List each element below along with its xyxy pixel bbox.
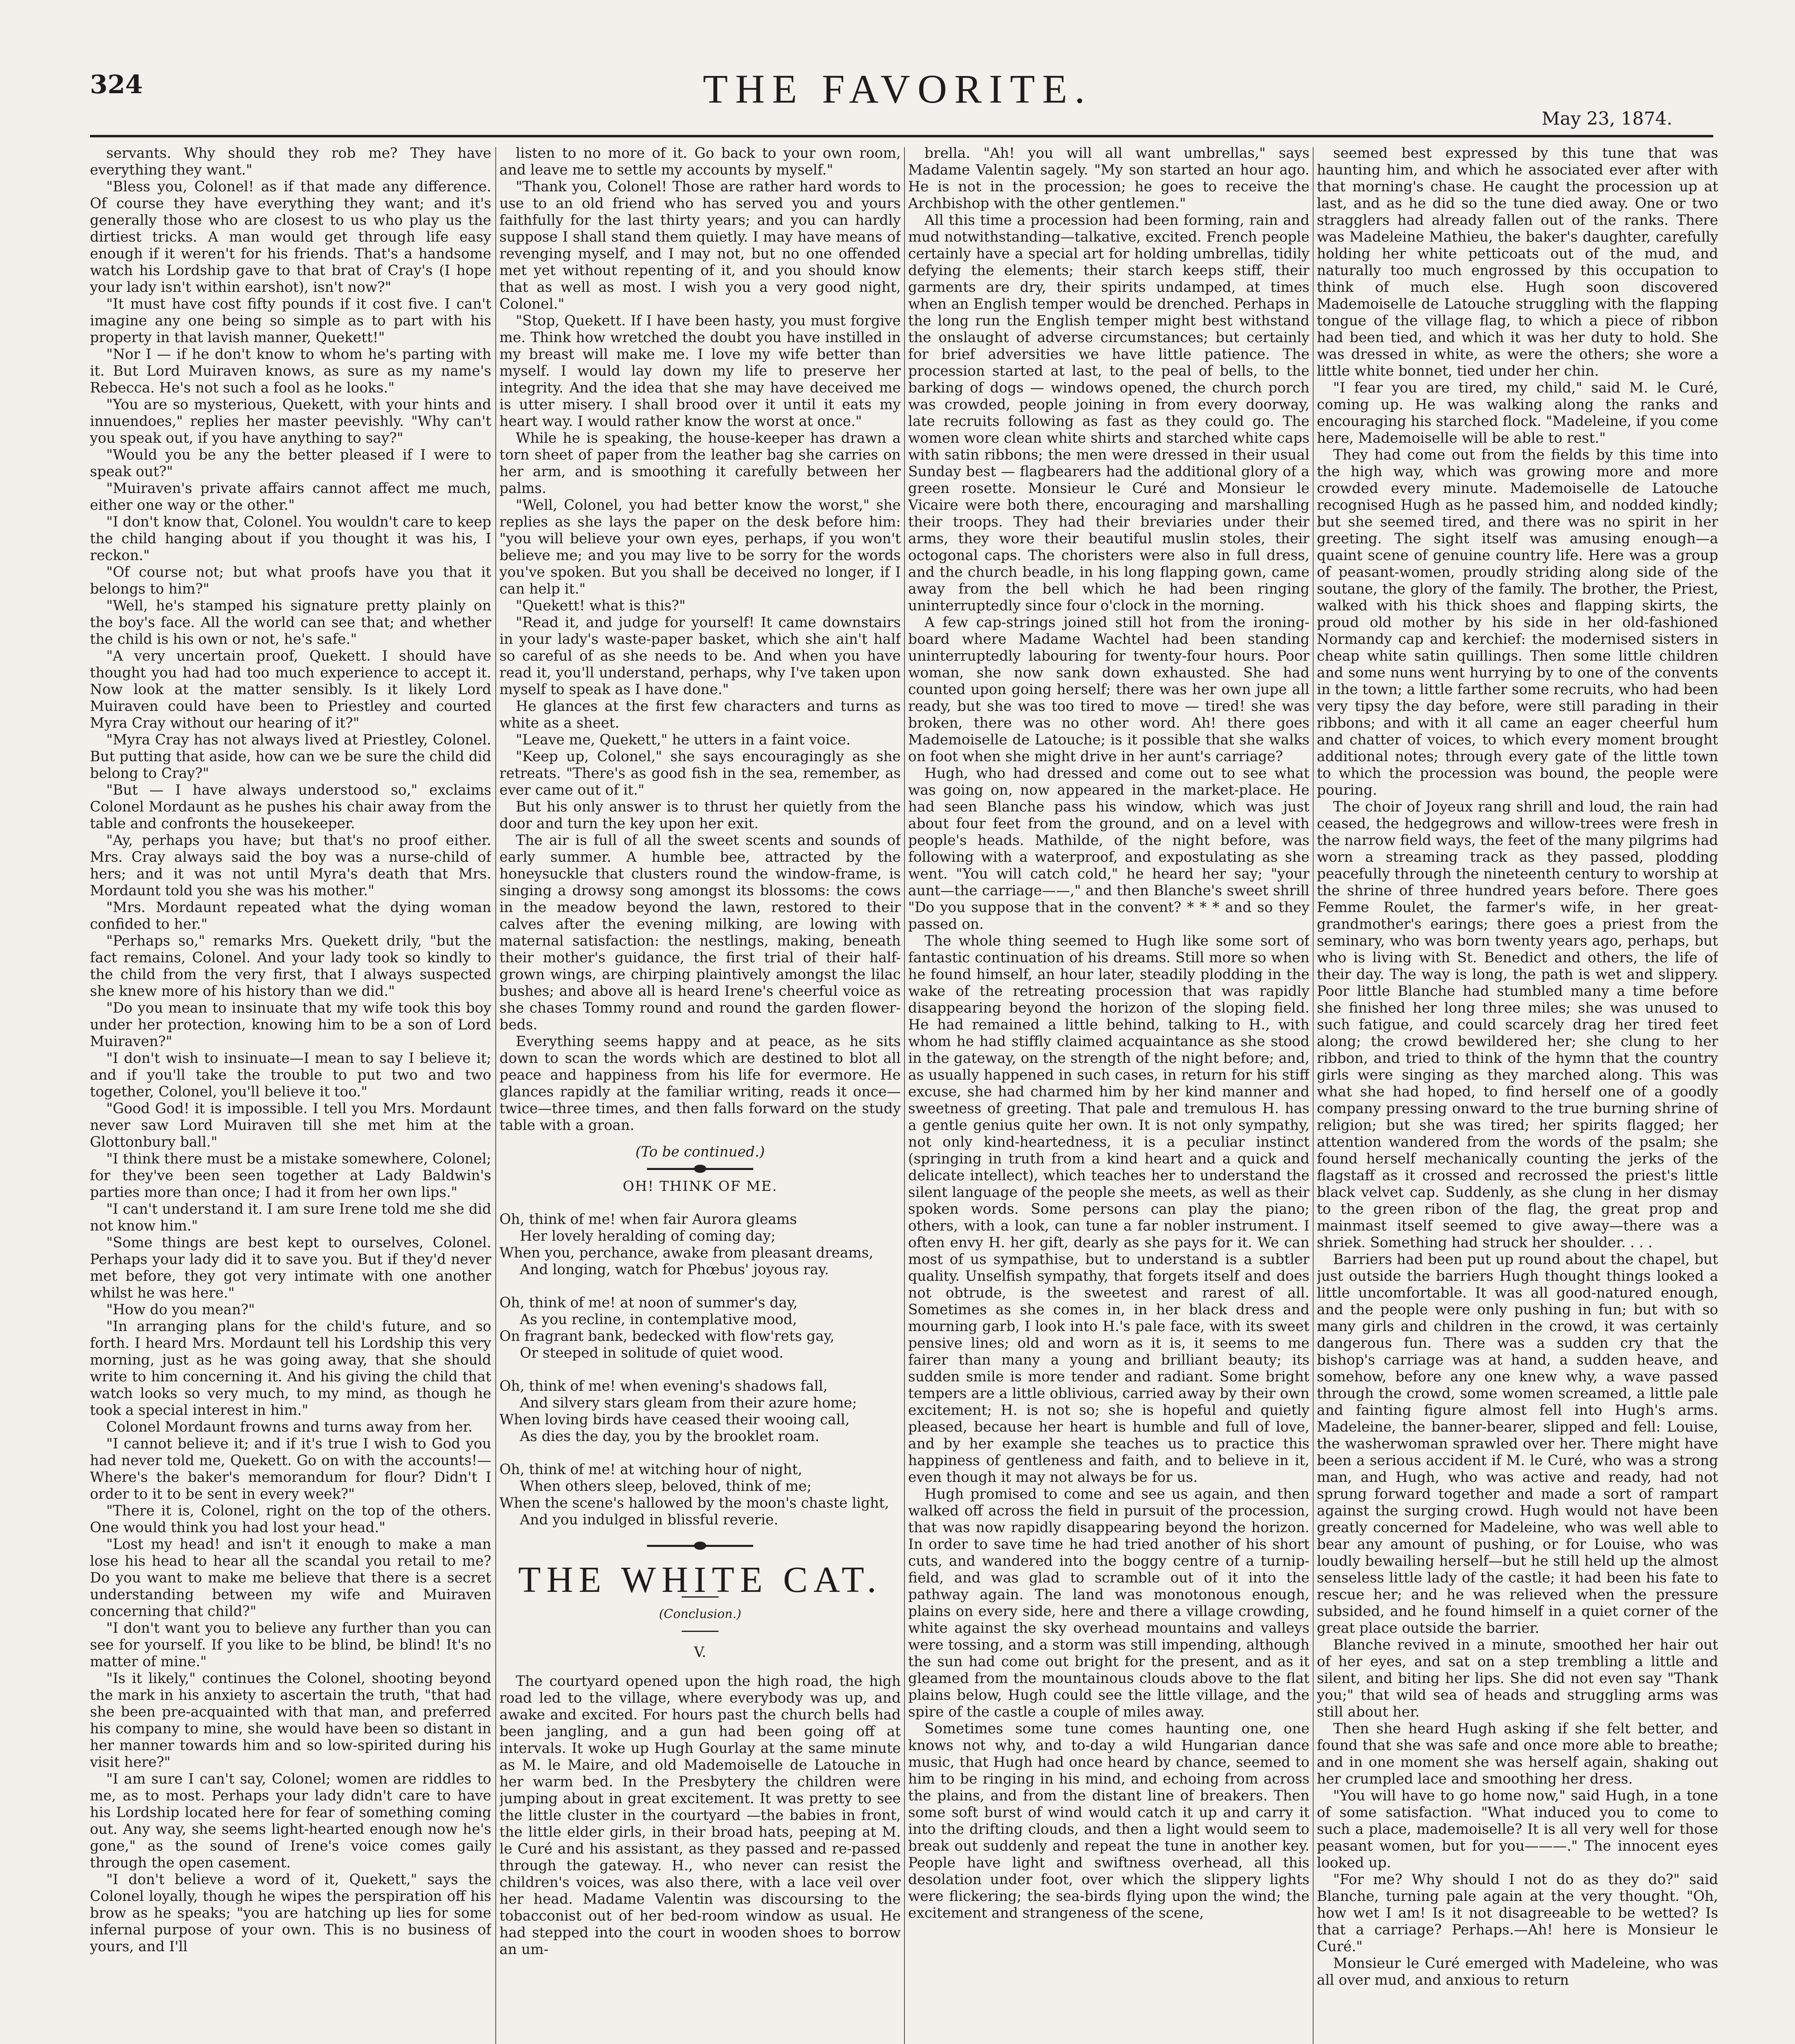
poem-line: Oh, think of me! when evening's shadows fall,: [499, 1378, 828, 1394]
chapter-number: V.: [694, 1644, 706, 1661]
paragraph: "Good God! it is impossible. I tell you Mrs. Mordaunt never saw Lord Muiraven till she met him at the Glottonbury ball.": [90, 1100, 491, 1150]
paragraph: He glances at the first few characters and turns as white as a sheet.: [499, 698, 901, 731]
poem-line: Oh, think of me! when fair Aurora gleams: [499, 1211, 797, 1228]
paragraph: "I can't understand it. I am sure Irene told me she did not know him.": [90, 1201, 491, 1234]
paragraph: "I am sure I can't say, Colonel; women are riddles to me, as to most. Perhaps your lady didn't care to have his Lordship located here for fear of something coming out. Any way, she seems light-hearted enough now he's gone," as the sound of Irene's voice comes gaily through the open casement.: [90, 1771, 491, 1871]
paragraph: "Thank you, Colonel! Those are rather hard words to use to an old friend who has served you and yours faithfully for the last thirty years; and you can hardly suppose I shall stand them quietly. I may have means of revenging myself, and I may not, but no one offended met yet without repenting of it, and you should know that as well as most. I wish you a very good night, Colonel.": [499, 179, 901, 312]
paragraph: "I don't believe a word of it, Quekett," says the Colonel loyally, though he wipes the perspiration off his brow as he speaks; "you are hatching up lies for some infernal purpose of your own. This is no business of yours, and I'll: [90, 1871, 491, 1955]
paragraph: "For me? Why should I not do as they do?" said Blanche, turning pale again at the very thought. "Oh, how wet I am! Is it not disagreeable to be wetted? Is that a carriage? Perhaps.—Ah! here is Monsieur le Curé.": [1317, 1871, 1718, 1955]
paragraph: Blanche revived in a minute, smoothed her hair out of her eyes, and sat on a step trembling a little and silent, and biting her lips. She did not even say "Thank you;" that wild sea of heads and struggling arms was still about her.: [1317, 1637, 1718, 1720]
paragraph: Everything seems happy and at peace, as he sits down to scan the words which are destined to blot all peace and happiness from his life for evermore. He glances rapidly at the familiar writing, reads it once—twice—three times, and then falls forward on the study table with a groan.: [499, 1033, 901, 1134]
story-subtitle: (Conclusion.): [659, 1607, 741, 1621]
page-number: 324: [90, 69, 143, 99]
paragraph: "Of course not; but what proofs have you that it belongs to him?": [90, 564, 491, 597]
paragraph: brella. "Ah! you will all want umbrellas," says Madame Valentin sagely. "My son started an hour ago. He is not in the procession; he goes to receive the Archbishop with the other gentlemen.": [908, 145, 1309, 212]
column-divider: [904, 147, 905, 2044]
paragraph: "Perhaps so," remarks Mrs. Quekett drily, "but the fact remains, Colonel. And your lady took so kindly to the child from the very first, that I always suspected she knew more of his history than we did.": [90, 933, 491, 1000]
paragraph: "Mrs. Mordaunt repeated what the dying woman confided to her.": [90, 899, 491, 932]
paragraph: "Leave me, Quekett," he utters in a faint voice.: [516, 732, 851, 748]
paragraph: Then she heard Hugh asking if she felt better, and found that she was safe and once more able to breathe; and in one moment she was herself again, shaking out her crumpled lace and smoothing her dress.: [1317, 1721, 1718, 1787]
paragraph: "I think there must be a mistake somewhere, Colonel; for they've been seen together at Lady Baldwin's parties more than once; I had it from her own lips.": [90, 1151, 491, 1201]
poem-stanza: [499, 1378, 901, 1445]
poem-line: As dies the day, you by the brooklet roam.: [520, 1428, 819, 1445]
paragraph: "You will have to go home now," said Hugh, in a tone of some satisfaction. "What induced you to come to such a place, mademoiselle? It is all very well for those peasant women, but for you———." The innocent eyes looked up.: [1317, 1788, 1718, 1871]
paragraph: "But — I have always understood so," exclaims Colonel Mordaunt as he pushes his chair away from the table and confronts the housekeeper.: [90, 782, 491, 832]
paragraph: "Lost my head! and isn't it enough to make a man lose his head to hear all the scandal you retail to me? Do you want to make me believe that there is a secret understanding between my wife and Muiraven concerning that child?": [90, 1536, 491, 1620]
column-divider: [1313, 147, 1314, 2044]
paragraph: "Myra Cray has not always lived at Priestley, Colonel. But putting that aside, how can we be sure the child did belong to Cray?": [90, 732, 491, 782]
paragraph: Hugh promised to come and see us again, and then walked off across the field in pursuit of the procession, that was now rapidly disappearing beyond the horizon. In order to save time he had tried another of his short cuts, and wandered into the boggy centre of a turnip-field, and was glad to scramble out of it into the pathway again. The land was monotonous enough, plains on every side, here and there a village crowding, white against the sky overhead mountains and valleys were tossing, and a storm was still impending, although the sun had come out bright for the present, and as it gleamed from the mountainous clouds above to the flat plains below, Hugh could see the little village, and the spire of the castle a couple of miles away.: [908, 1486, 1309, 1720]
paragraph: "Nor I — if he don't know to whom he's parting with it. But Lord Muiraven knows, as sure as my name's Rebecca. He's not such a fool as he looks.": [90, 346, 491, 396]
poem-line: And you indulged in blissful reverie.: [520, 1512, 779, 1528]
poem-line: When you, perchance, awake from pleasant dreams,: [499, 1245, 873, 1261]
paragraph: They had come out from the fields by this time into the high way, which was growing more and more crowded every minute. Mademoiselle de Latouche recognised Hugh as he passed him, and nodded kindly; but she seemed tired, and there was no spirit in her greeting. The sight itself was amusing enough—a quaint scene of genuine country life. Here was a group of peasant-women, proudly striding along side of the soutane, the glory of the family. The brother, the Priest, walked with his thick shoes and flapping skirts, the proud old mother by his side in her old-fashioned Normandy cap and kerchief: the modernised sisters in cheap white satin quillings. Then some little children and some nuns went hurrying by to one of the convents in the town; a little farther some recruits, who had been very tipsy the day before, were still parading in their ribbons; and with it all came an eager cheerful hum and chatter of voices, to which every moment brought additional notes; through every gate of the little town to which the procession was bound, the people were pouring.: [1317, 447, 1718, 798]
paragraph: "Read it, and judge for yourself! It came downstairs in your lady's waste-paper basket, which she ain't half so careful of as she needs to be. And when you have read it, you'll understand, perhaps, why I've taken upon myself to speak as I have done.": [499, 614, 901, 698]
poem-line: Oh, think of me! at noon of summer's day,: [499, 1295, 798, 1311]
paragraph: The air is full of all the sweet scents and sounds of early summer. A humble bee, attracted by the honeysuckle that clusters round the window-frame, is singing a drowsy song amongst its blossoms: the cows in the meadow beyond the lawn, restored to their calves after the evening milking, are lowing with maternal satisfaction: the nestlings, making, beneath their mother's guidance, the first trial of their half-grown wings, are chirping plaintively amongst the lilac bushes; and above all is heard Irene's cheerful voice as she chases Tommy round and round the garden flower-beds.: [499, 832, 901, 1033]
paragraph: "Would you be any the better pleased if I were to speak out?": [90, 447, 491, 480]
issue-date: May 23, 1874.: [1541, 108, 1672, 129]
masthead: THE FAVORITE.: [703, 66, 1092, 112]
poem-line: On fragrant bank, bedecked with flow'rets gay,: [499, 1328, 835, 1345]
paragraph: The courtyard opened upon the high road, the high road led to the village, where everybody was up, and awake and excited. For hours past the church bells had been jangling, and a gun had been going off at intervals. It woke up Hugh Gourlay at the same minute as M. le Maire, and old Mademoiselle de Latouche in her warm bed. In the Presbytery the children were jumping about in great excitement. It was pretty to see the little cluster in the courtyard —the babies in front, the little elder girls, in their broad hats, peeping at M. le Curé and his assistant, as they passed and re-passed through the gateway. H., who never can resist the children's voices, was also there, with a lace veil over her head. Madame Valentin was discoursing to the tobacconist out of her bed-room window as usual. He had stepped into the court in wooden shoes to borrow an um-: [499, 1673, 901, 1958]
paragraph: "How do you mean?": [106, 1302, 255, 1318]
paragraph: All this time a procession had been forming, rain and mud notwithstanding—talkative, excited. French people certainly have a special art for holding umbrellas, tidily defying the elements; their starch keeps stiff, their garments are dry, their spirits undamped, at times when an English temper would be drenched. Perhaps in the long run the English temper might best withstand the onslaught of adverse circumstances; but certainly for brief adversities we have little patience. The procession started at last, to the peal of bells, to the barking of dogs — windows opened, the church porch was crowded, people joining in from every doorway, late recruits following as fast as they could go. The women wore clean white shirts and starched white caps with satin ribbons; the men were dressed in their usual Sunday best — flagbearers had the additional glory of a green rosette. Monsieur le Curé and Monsieur le Vicaire were both there, encouraging and marshalling their troops. They had their breviaries under their arms, they wore their beautiful muslin stoles, their octogonal caps. The choristers were also in full dress, and the church beadle, in his long flapping gown, came away from the bell which he had been ringing uninterruptedly since four o'clock in the morning.: [908, 212, 1309, 614]
paragraph: A few cap-strings joined still hot from the ironing-board where Madame Wachtel had been standing uninterruptedly labouring for twenty-four hours. Poor woman, she now sank down exhausted. She had counted upon going herself; there was her own jupe all ready, but she was too tired to move — tired! she was broken, there was no other word. Ah! there goes Mademoiselle de Latouche; is it possible that she walks on foot when she might drive in her aunt's carriage?: [908, 614, 1309, 765]
paragraph: "I don't want you to believe any further than you can see for yourself. If you like to be blind, be blind! It's no matter of mine.": [90, 1620, 491, 1670]
paragraph: "Do you mean to insinuate that my wife took this boy under her protection, knowing him to be a son of Lord Muiraven?": [90, 1000, 491, 1050]
poem: [499, 1211, 901, 1529]
paragraph: "Is it likely," continues the Colonel, shooting beyond the mark in his anxiety to ascertain the truth, "that had she been pre-acquainted with that man, and preferred his company to mine, she would have been so distant in her manner towards him and so low-spirited during his visit here?": [90, 1670, 491, 1771]
column-1: [90, 145, 491, 2044]
paragraph: "You are so mysterious, Quekett, with your hints and innuendoes," replies her master peevishly. "Why can't you speak out, if you have anything to say?": [90, 397, 491, 446]
paragraph: The choir of Joyeux rang shrill and loud, the rain had ceased, the hedgegrows and willow-trees were fresh in the narrow field ways, the feet of the many pilgrims had worn a streaming track as they passed, plodding peacefully through the nineteenth century to worship at the shrine of three hundred years before. There goes Femme Roulet, the farmer's wife, in her great-grandmother's earings; there goes a priest from the seminary, who was born twenty years ago, perhaps, but who is living with St. Benedict and others, the life of their day. The way is long, the path is wet and slippery. Poor little Blanche had stumbled many a time before she finished her long three miles; she was unused to such fatigue, and could scarcely drag her tired feet along; the crowd bewildered her; she clung to her ribbon, and tried to think of the hymn that the country girls were singing as they marched along. This was what she had hoped, to find herself one of a goodly company pressing onward to the true burning shrine of religion; but she was tired; her spirits flagged; her attention wandered from the words of the psalm; she found herself mechanically counting the jerks of the flagstaff as it crossed and recrossed the priest's little black velvet cap. Suddenly, as she clung in her dismay to the green ribon of the flag, the great prop and mainmast itself seemed to give away—there was a shriek. Something had struck her shoulder. . . .: [1317, 799, 1718, 1251]
poem-line: Or steeped in solitude of quiet wood.: [520, 1345, 784, 1361]
poem-line: Her lovely heralding of coming day;: [520, 1228, 776, 1244]
paragraph: "In arranging plans for the child's future, and so forth. I heard Mrs. Mordaunt tell his Lordship this very morning, just as he was going away, that she should write to him concerning it. And his giving the child that watch looks so very much, to my mind, as though he took a special interest in him.": [90, 1318, 491, 1419]
white-cat-text: [499, 1673, 901, 1958]
poem-line: When the scene's hallowed by the moon's chaste light,: [499, 1495, 889, 1511]
header-rule: [90, 135, 1713, 137]
paragraph: "There it is, Colonel, right on the top of the others. One would think you had lost your head.": [90, 1503, 491, 1536]
to-be-continued: (To be continued.): [635, 1144, 765, 1160]
paragraph: Sometimes some tune comes haunting one, one knows not why, and to-day a wild Hungarian dance music, that Hugh had once heard by chance, seemed to him to be ringing in his mind, and echoing from across the plains, and from the distant line of breakers. Then some soft burst of wind would catch it up and carry it into the drifting clouds, and then a light would seem to break out suddenly and repeat the tune in another key. People have light and swiftness overhead, all this desolation under foot, over which the slippery lights were flickering; the sea-birds flying upon the wind; the excitement and strangeness of the scene,: [908, 1721, 1309, 1921]
poem-line: Oh, think of me! at witching hour of night,: [499, 1461, 802, 1478]
paragraph: listen to no more of it. Go back to your own room, and leave me to settle my accounts by myself.": [499, 145, 901, 178]
paragraph: "Well, he's stamped his signature pretty plainly on the boy's face. All the world can see that; and whether the child is his own or not, he's safe.": [90, 598, 491, 648]
paragraph: "Quekett! what is this?": [516, 598, 686, 614]
poem-stanza: [499, 1461, 901, 1529]
paragraph: "Ay, perhaps you have; but that's no proof either. Mrs. Cray always said the boy was a nurse-child of hers; and it was not until Myra's death that Mrs. Mordaunt told you she was his mother.": [90, 832, 491, 899]
paragraph: "It must have cost fifty pounds if it cost five. I can't imagine any one being so simple as to part with his property in that lavish manner, Quekett!": [90, 296, 491, 346]
poem-line: And silvery stars gleam from their azure home;: [520, 1395, 857, 1411]
paragraph: Barriers had been put up round about the chapel, but just outside the barriers Hugh thought things looked a little uncomfortable. It was all good-natured enough, and the people were only pushing in fun; but with so many girls and children in the crowd, it was certainly dangerous fun. There was a sudden cry that the bishop's carriage was at hand, a sudden heave, and somehow, before any one knew why, a wave passed through the crowd, some women screamed, a little pale and fainting figure almost fell into Hugh's arms. Madeleine, the banner-bearer, slipped and fell: Louise, the washerwoman sprawled over her. There might have been a serious accident if M. le Curé, who was a strong man, and Hugh, who was active and ready, had not sprung forward together and made a sort of rampart against the surging crowd. Hugh would not have been greatly concerned for Madeleine, who was well able to bear any amount of pushing, or for Louise, who was loudly bewailing herself—but he still held up the almost senseless little lady of the castle; it had been his fate to rescue her; and he was relieved when the pressure subsided, and he found himself in a quiet corner of the great place outside the barrier.: [1317, 1251, 1718, 1636]
poem-stanza: [499, 1211, 901, 1278]
paragraph: "I fear you are tired, my child," said M. le Curé, coming up. He was walking along the ranks and encouraging his starched flock. "Madeleine, if you come here, Mademoiselle will be able to rest.": [1317, 380, 1718, 446]
column-2: [499, 145, 901, 2044]
paragraph: "Well, Colonel, you had better know the worst," she replies as she lays the paper on the desk before him: "you will believe your own eyes, perhaps, if you won't believe me; and you may live to be sorry for the words you've spoken. But you shall be deceived no longer, if I can help it.": [499, 497, 901, 597]
paragraph: "I don't wish to insinuate—I mean to say I believe it; and if you'll take the trouble to put two and two together, Colonel, you'll believe it too.": [90, 1050, 491, 1100]
title-rule: [682, 1631, 718, 1632]
paragraph: "I don't know that, Colonel. You wouldn't care to keep the child hanging about if you thought it was his, I reckon.": [90, 514, 491, 564]
paragraph: "Some things are best kept to ourselves, Colonel. Perhaps your lady did it to save you. But if they'd never met before, they got very intimate with one another whilst he was here.": [90, 1235, 491, 1301]
paragraph: seemed best expressed by this tune that was haunting him, and which he associated ever after with that morning's chase. He caught the procession up at last, and as he did so the tune died away. One or two stragglers had already fallen out of the ranks. There was Madeleine Mathieu, the baker's daughter, carefully holding her white petticoats out of the mud, and naturally too much engrossed by this occupation to think of much else. Hugh soon discovered Mademoiselle de Latouche struggling with the flapping tongue of the village flag, to which a piece of ribbon had been tied, and which it was her duty to hold. She was dressed in white, as were the others; she wore a little white bonnet, tied under her chin.: [1317, 145, 1718, 379]
story-continuation: [499, 145, 901, 1134]
paragraph: servants. Why should they rob me? They have everything they want.": [90, 145, 491, 178]
ornamental-separator: [647, 1168, 753, 1170]
poem-line: When others sleep, beloved, think of me;: [520, 1478, 812, 1495]
ornamental-separator: [647, 1545, 753, 1547]
paragraph: "Keep up, Colonel," she says encouragingly as she retreats. "There's as good fish in the sea, remember, as ever came out of it.": [499, 749, 901, 798]
paragraph: "I cannot believe it; and if it's true I wish to God you had never told me, Quekett. Go on with the accounts!—Where's the baker's memorandum for flour? Didn't I order to it to be sent in every week?": [90, 1436, 491, 1502]
paragraph: Monsieur le Curé emerged with Madeleine, who was all over mud, and anxious to return: [1317, 1955, 1718, 1988]
paragraph: The whole thing seemed to Hugh like some sort of fantastic continuation of his dreams. Still more so when he found himself, an hour later, steadily plodding in the wake of the retreating procession that was rapidly disappearing beyond the horizon of the sloping field. He had remained a little behind, talking to H., with whom he had stiffly claimed acquaintance as she stood in the gateway, on the strength of the night before; and, as usually happened in such cases, in return for his stiff excuse, she had charmed him by her kind manner and sweetness of greeting. That pale and tremulous H. has a gentle genius quite her own. It is not only sympathy, not only kind-heartedness, it is a peculiar instinct (springing in truth from a kind heart and a quick and delicate intellect), which teaches her to understand the silent language of the people she meets, as well as their spoken words. Some persons can play the piano; others, with a look, can tune a far nobler instrument. I often envy H. her gift, dearly as she pays for it. We can most of us sympathise, but to understand is a subtler quality. Unselfish sympathy, that forgets itself and does not obtrude, is the sweetest and rarest of all. Sometimes as she comes in, in her black dress and mourning garb, I look into H.'s pale face, with its sweet pensive lines; old and worn as it is, it seems to me fairer than many a young and brilliant beauty; its sudden smile is more tender and radiant. Some bright tempers are a little oblivious, carried away by their own excitement; H. is not so; she is hopeful and quietly pleased, because her heart is humble and full of love, and by her example she teaches us to practice this happiness of gentleness and faith, and to believe in it, even though it may not always be for us.: [908, 933, 1309, 1486]
paragraph: While he is speaking, the house-keeper has drawn a torn sheet of paper from the leather bag she carries on her arm, and is smoothing it carefully between her palms.: [499, 430, 901, 497]
story-title: THE WHITE CAT.: [518, 1560, 882, 1600]
paragraph: "Stop, Quekett. If I have been hasty, you must forgive me. Think how wretched the doubt you have instilled in my breast will make me. I love my wife better than myself. I would lay down my life to preserve her integrity. And the idea that she may have deceived me is utter misery. I shall brood over it until it eats my heart way. I would rather know the worst at once.": [499, 313, 901, 430]
column-divider: [495, 147, 496, 2044]
paragraph: Colonel Mordaunt frowns and turns away from her.: [106, 1419, 473, 1435]
poem-title: OH! THINK OF ME.: [622, 1178, 778, 1195]
paragraph: Hugh, who had dressed and come out to see what was going on, now appeared in the market-place. He had seen Blanche pass his window, which was just about four feet from the ground, and on a level with people's heads. Mathilde, of the night before, was following with a waterproof, and expostulating as she went. "You will catch cold," he heard her say; "your aunt—the carriage——," and then Blanche's sweet shrill "Do you suppose that in the convent? * * * and so they passed on.: [908, 765, 1309, 932]
column-3: [908, 145, 1309, 2044]
poem-line: And longing, watch for Phœbus' joyous ray.: [520, 1262, 829, 1278]
poem-stanza: [499, 1295, 901, 1362]
paragraph: "A very uncertain proof, Quekett. I should have thought you had had too much experience to accept it. Now look at the matter sensibly. Is it likely Lord Muiraven could have been to Priestley and courted Myra Cray without our hearing of it?": [90, 648, 491, 731]
poem-line: When loving birds have ceased their wooing call,: [499, 1412, 850, 1428]
poem-line: As you recline, in contemplative mood,: [520, 1311, 797, 1328]
column-4: [1317, 145, 1718, 2044]
paragraph: "Muiraven's private affairs cannot affect me much, either one way or the other.": [90, 480, 491, 513]
paragraph: But his only answer is to thrust her quietly from the door and turn the key upon her exit.: [499, 799, 901, 832]
paragraph: "Bless you, Colonel! as if that made any difference. Of course they have everything they want; and it's generally those who are closest to us who play us the dirtiest tricks. A man would get through life easy enough if it weren't for his friends. That's a handsome watch his Lordship gave to that brat of Cray's (I hope your lady isn't within earshot), isn't now?": [90, 179, 491, 296]
